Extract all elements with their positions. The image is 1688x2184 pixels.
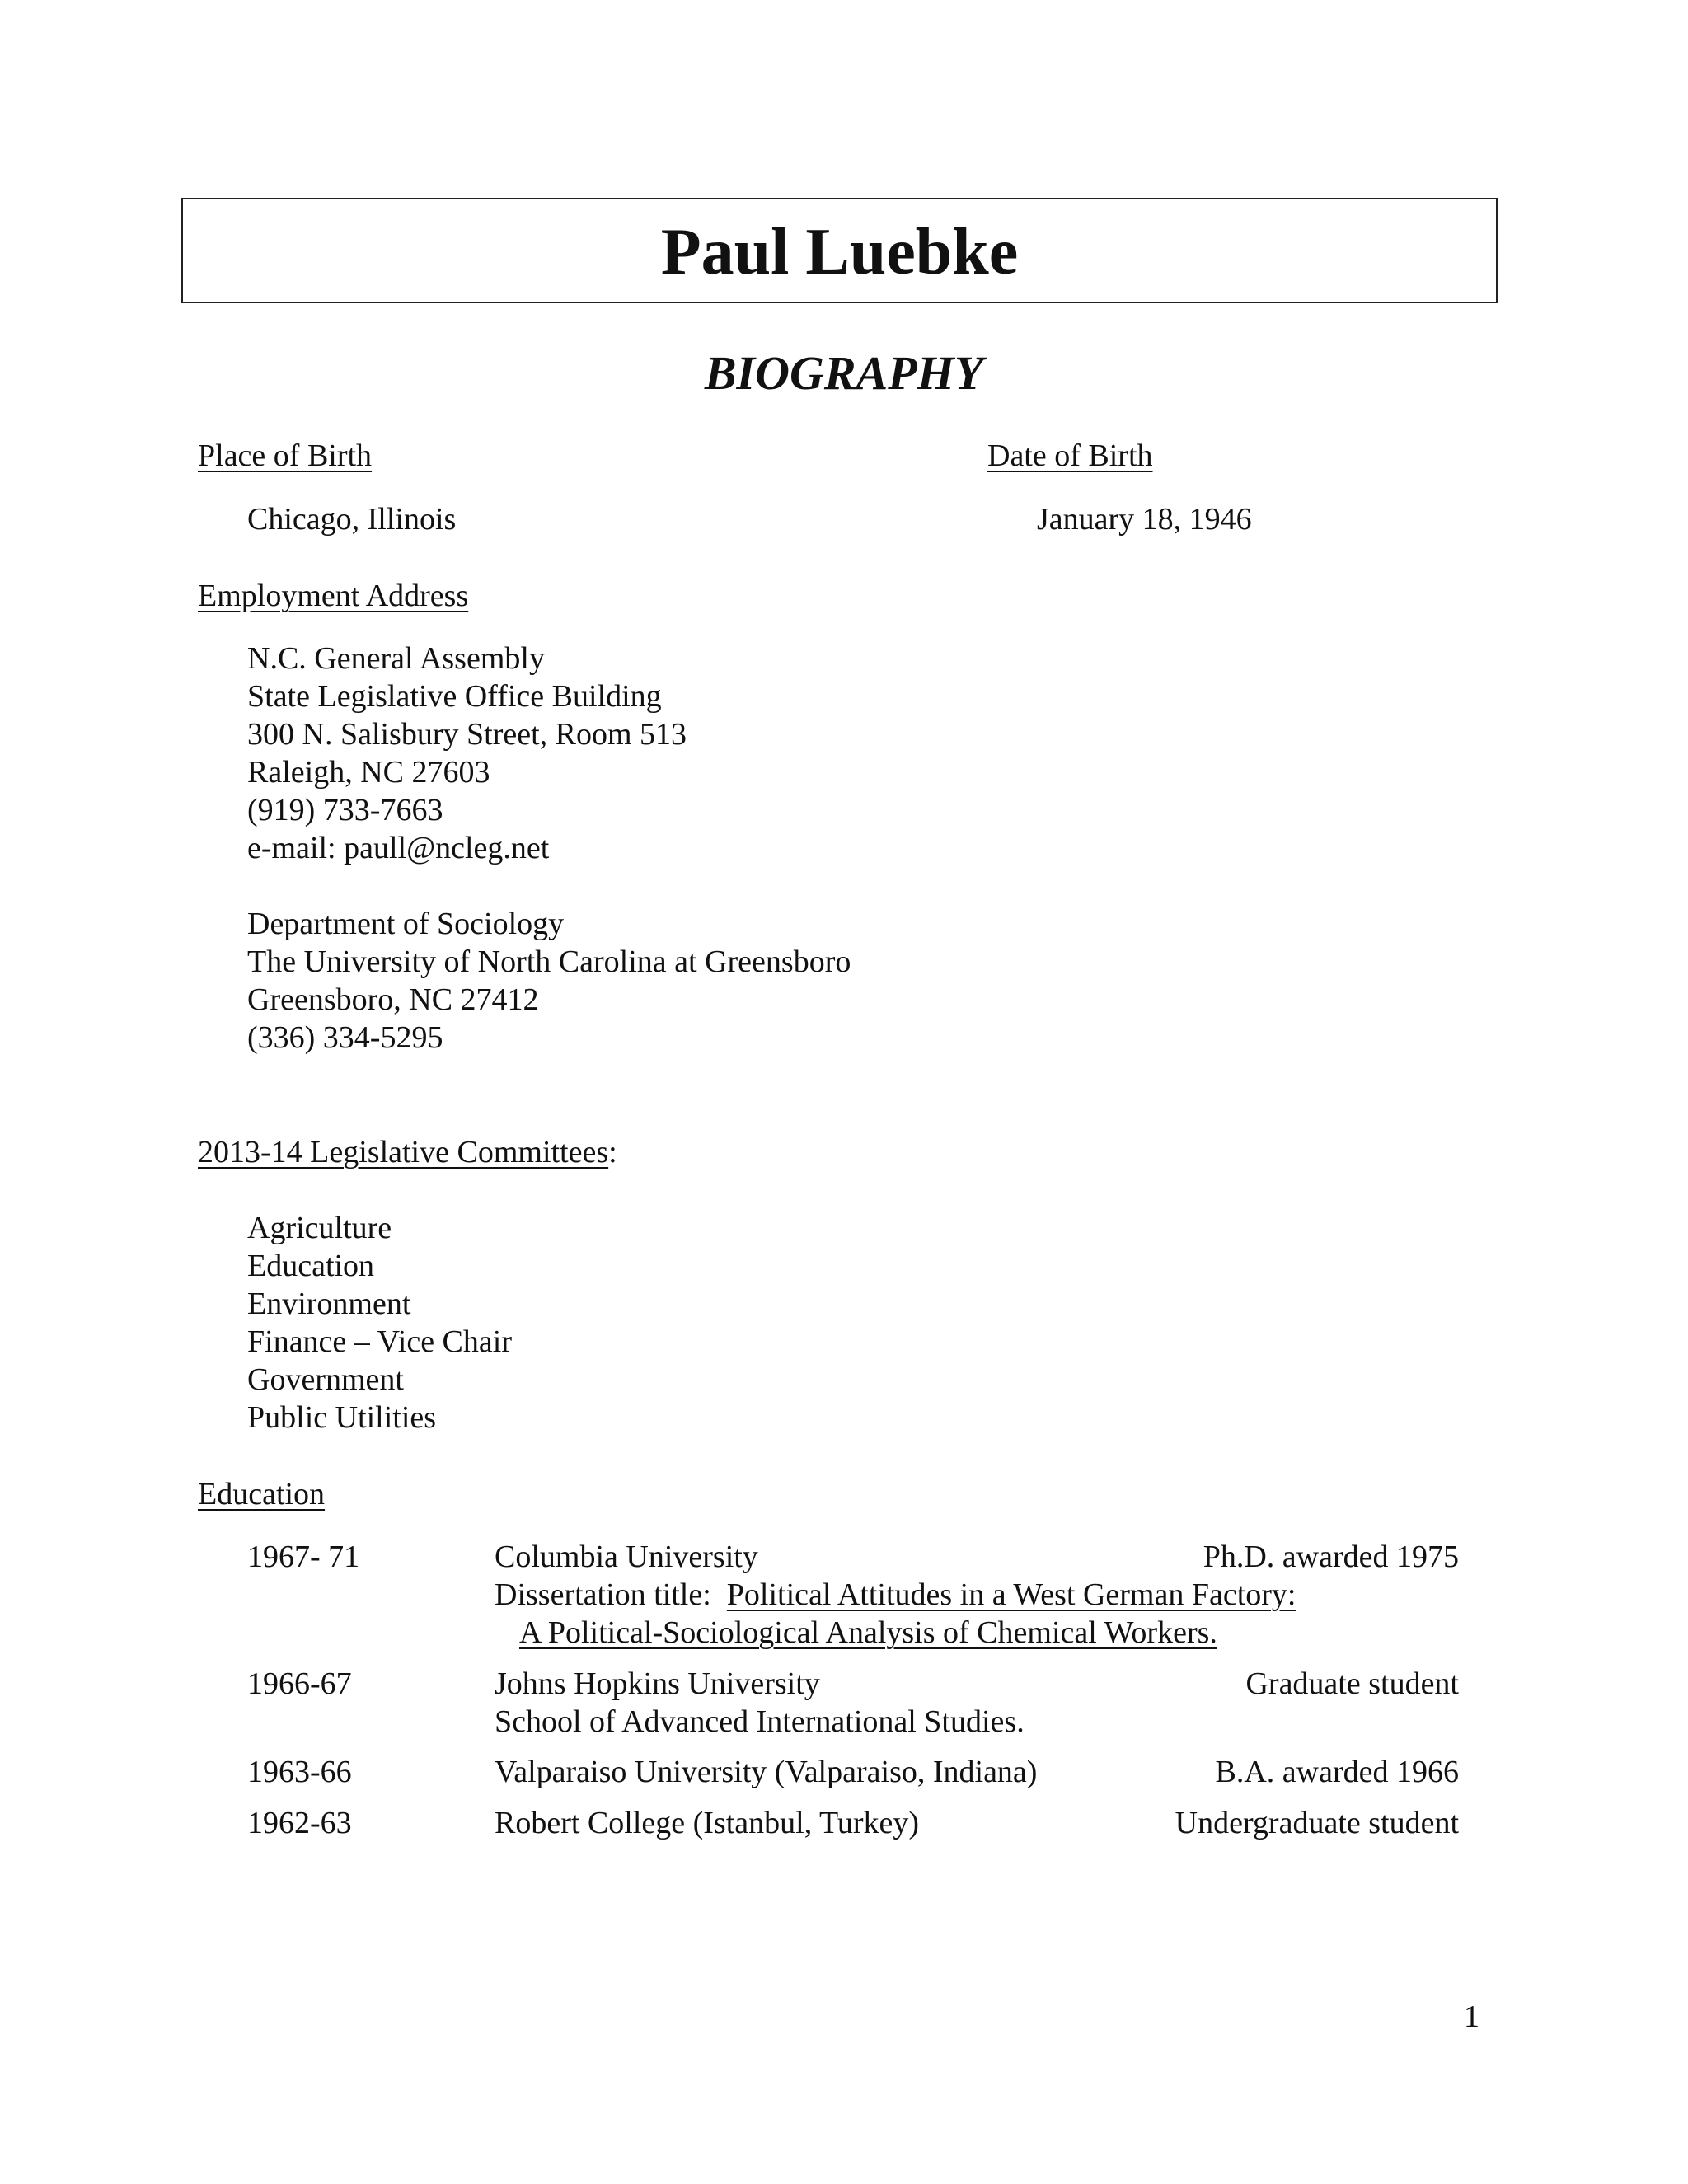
list-item: Environment [247, 1286, 411, 1321]
committees-list [247, 1209, 512, 1436]
list-item: Finance – Vice Chair [247, 1324, 512, 1359]
education-years: 1963-66 [247, 1755, 352, 1789]
date-of-birth-value: January 18, 1946 [1037, 502, 1252, 537]
education-degree: Graduate student [1245, 1666, 1459, 1701]
employment-address-general-assembly [247, 640, 687, 867]
education-years: 1966-67 [247, 1666, 352, 1701]
address-line: State Legislative Office Building [247, 679, 662, 714]
address-line: (919) 733-7663 [247, 793, 443, 827]
education-subinstitution: School of Advanced International Studies. [495, 1704, 1025, 1739]
address-line: Department of Sociology [247, 907, 565, 941]
education-institution: Robert College (Istanbul, Turkey) [495, 1806, 920, 1840]
education-institution: Valparaiso University (Valparaiso, Indiana) [495, 1755, 1038, 1789]
address-line: The University of North Carolina at Greensboro [247, 944, 851, 979]
education-institution: Johns Hopkins University [495, 1666, 820, 1701]
address-line: e-mail: paull@ncleg.net [247, 831, 550, 865]
education-label: Education [198, 1477, 326, 1511]
address-line: (336) 334-5295 [247, 1020, 443, 1055]
list-item: Public Utilities [247, 1400, 437, 1435]
list-item: Education [247, 1249, 375, 1283]
address-line: 300 N. Salisbury Street, Room 513 [247, 717, 687, 752]
list-item: Agriculture [247, 1211, 392, 1245]
education-degree: Ph.D. awarded 1975 [1203, 1540, 1459, 1574]
education-years: 1962-63 [247, 1806, 352, 1840]
address-line: Greensboro, NC 27412 [247, 982, 539, 1017]
employment-address-label: Employment Address [198, 579, 469, 613]
education-degree: B.A. awarded 1966 [1215, 1755, 1459, 1789]
place-of-birth-value: Chicago, Illinois [247, 502, 457, 537]
committees-label: 2013-14 Legislative Committees [198, 1135, 609, 1169]
committees-heading [198, 1133, 617, 1171]
dissertation-title-part-2: A Political-Sociological Analysis of Chemical Workers. [519, 1615, 1217, 1650]
person-name: Paul Luebke [660, 216, 1019, 288]
committees-label-colon: : [608, 1135, 617, 1169]
education-degree: Undergraduate student [1175, 1806, 1459, 1840]
document-title: BIOGRAPHY [704, 346, 984, 400]
education-institution: Columbia University [495, 1540, 758, 1574]
date-of-birth-label: Date of Birth [987, 438, 1153, 473]
place-of-birth-label: Place of Birth [198, 438, 373, 473]
list-item: Government [247, 1362, 404, 1397]
education-years: 1967- 71 [247, 1540, 360, 1574]
page-number: 1 [1464, 1999, 1479, 2034]
name-box [181, 198, 1498, 303]
dissertation-prefix: Dissertation title: [495, 1577, 727, 1612]
address-line: Raleigh, NC 27603 [247, 755, 490, 790]
address-line: N.C. General Assembly [247, 641, 545, 676]
dissertation-line-1 [495, 1576, 1296, 1614]
employment-address-sociology [247, 905, 851, 1057]
dissertation-title-part-1: Political Attitudes in a West German Factory: [726, 1577, 1296, 1612]
